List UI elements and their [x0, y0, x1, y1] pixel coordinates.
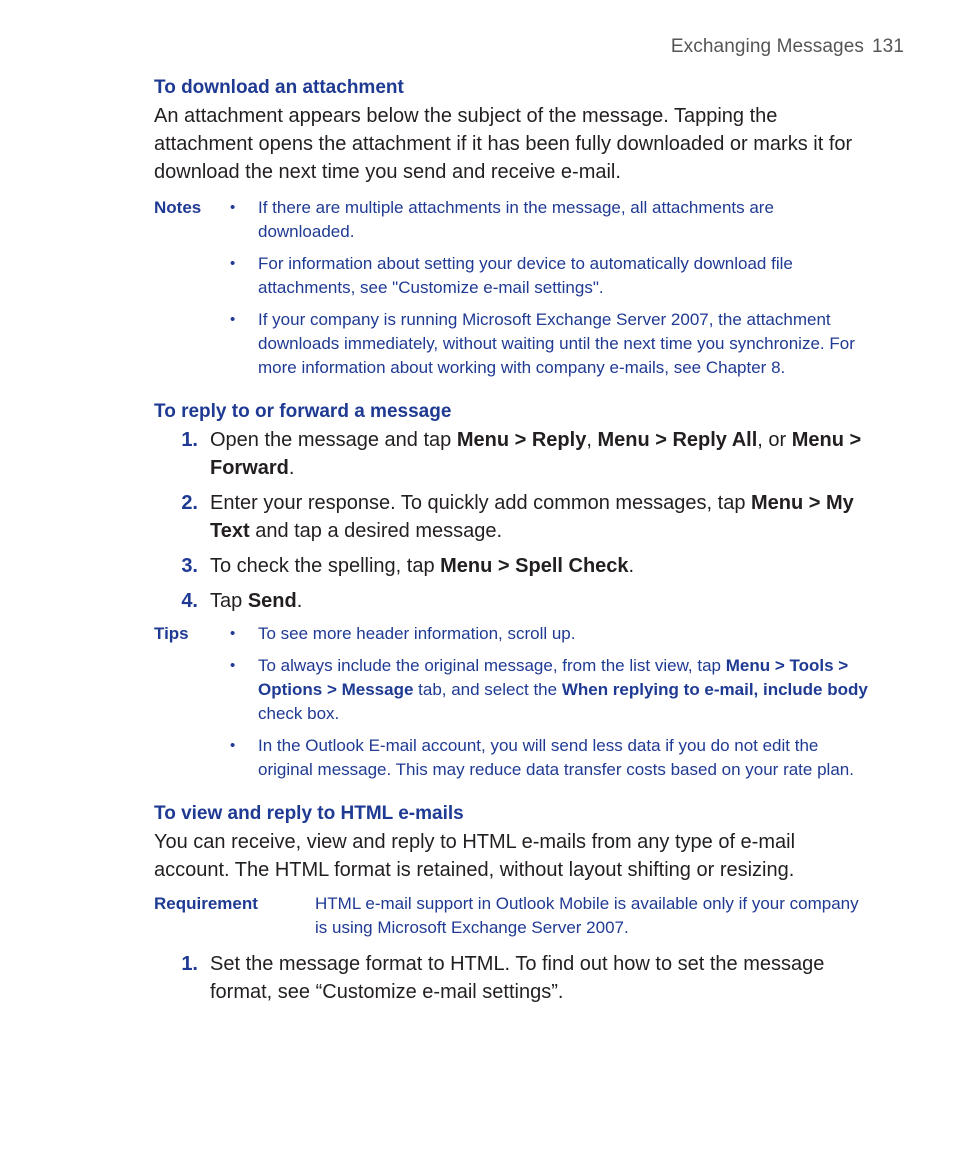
tips-list: [230, 622, 874, 782]
tip-text: [258, 734, 874, 782]
text-run: ,: [586, 429, 598, 451]
text-run: To always include the original message, from the list view, tap: [258, 656, 726, 675]
bullet-icon: •: [230, 311, 236, 328]
step-number: 4.: [181, 590, 198, 612]
reply-steps-list: [154, 426, 874, 615]
step-number: 1.: [181, 429, 198, 451]
requirement-block: [154, 892, 874, 940]
bold-text: Menu > Forward: [210, 429, 862, 479]
page-content: [154, 74, 874, 1013]
text-run: and tap a desired message.: [249, 520, 503, 542]
tips-label: Tips: [154, 624, 189, 643]
html-steps-list: [154, 950, 874, 1006]
bullet-icon: •: [230, 657, 236, 674]
text-run: Set the message format to HTML. To find out how to set the message format, see “Customize e-mail settings”.: [210, 953, 825, 1003]
bold-text: Menu > Reply: [456, 429, 587, 451]
bold-text: Menu > Tools > Options > Message: [258, 656, 849, 699]
text-run: tab, and select the: [413, 680, 562, 699]
step-item: [154, 552, 874, 580]
text-run: .: [628, 555, 635, 577]
page-number: 131: [871, 36, 904, 57]
tip-item: [230, 734, 874, 782]
note-text: For information about setting your device to automatically download file attachments, see "Customize e-mail settings".: [258, 254, 793, 297]
step-number: 1.: [181, 953, 198, 975]
section-heading-reply: To reply to or forward a message: [154, 401, 452, 422]
requirement-text: HTML e-mail support in Outlook Mobile is available only if your company is using Microsoft Exchange Server 2007.: [315, 894, 859, 937]
text-run: To check the spelling, tap: [210, 555, 441, 577]
section-heading-html: To view and reply to HTML e-mails: [154, 803, 464, 824]
step-item: [154, 426, 874, 482]
note-text: If there are multiple attachments in the message, all attachments are downloaded.: [258, 198, 774, 241]
download-description: An attachment appears below the subject of the message. Tapping the attachment opens the attachment if it has been fully downloaded or marks it for download the next time you send and receive e-mail.: [154, 105, 853, 183]
text-run: In the Outlook E-mail account, you will send less data if you do not edit the original message. This may reduce data transfer costs based on your rate plan.: [258, 736, 854, 779]
text-run: Enter your response. To quickly add common messages, tap: [210, 492, 752, 514]
bold-text: Menu > Reply All: [597, 429, 758, 451]
step-text: [210, 950, 874, 1006]
step-text: [210, 489, 874, 545]
text-run: check box.: [258, 704, 340, 723]
text-run: , or: [757, 429, 792, 451]
tip-item: [230, 622, 874, 646]
step-item: [154, 587, 874, 615]
bullet-icon: •: [230, 199, 236, 216]
bold-text: Menu > My Text: [210, 492, 854, 542]
tip-text: [258, 622, 874, 646]
text-run: To see more header information, scroll up.: [258, 624, 576, 643]
bold-text: Send: [247, 590, 297, 612]
tip-text: [258, 654, 874, 726]
bold-text: Menu > Spell Check: [440, 555, 629, 577]
note-text: If your company is running Microsoft Exchange Server 2007, the attachment downloads immediately, without waiting until the next time you synchronize. For more information about working with company e-mails, see Chapter 8.: [258, 310, 855, 377]
step-text: [210, 426, 874, 482]
tips-block: [154, 622, 874, 782]
bullet-icon: •: [230, 625, 236, 642]
step-item: [154, 489, 874, 545]
note-item: [230, 308, 874, 380]
html-description: You can receive, view and reply to HTML e-mails from any type of e-mail account. The HTML format is retained, without layout shifting or resizing.: [154, 831, 796, 881]
notes-block: [154, 196, 874, 380]
chapter-title: Exchanging Messages: [670, 36, 864, 57]
tip-item: [230, 654, 874, 726]
text-run: Tap: [210, 590, 248, 612]
notes-list: [230, 196, 874, 380]
bold-text: When replying to e-mail, include body: [561, 680, 868, 699]
text-run: .: [296, 590, 303, 612]
note-item: [230, 252, 874, 300]
notes-label: Notes: [154, 198, 202, 217]
section-heading-download: To download an attachment: [154, 77, 404, 98]
bullet-icon: •: [230, 255, 236, 272]
step-item: [154, 950, 874, 1006]
step-number: 2.: [181, 492, 198, 514]
note-item: [230, 196, 874, 244]
page-header: [671, 36, 904, 58]
bullet-icon: •: [230, 737, 236, 754]
text-run: .: [288, 457, 295, 479]
step-text: [210, 587, 874, 615]
step-text: [210, 552, 874, 580]
step-number: 3.: [181, 555, 198, 577]
requirement-label: Requirement: [154, 894, 258, 913]
text-run: Open the message and tap: [210, 429, 457, 451]
